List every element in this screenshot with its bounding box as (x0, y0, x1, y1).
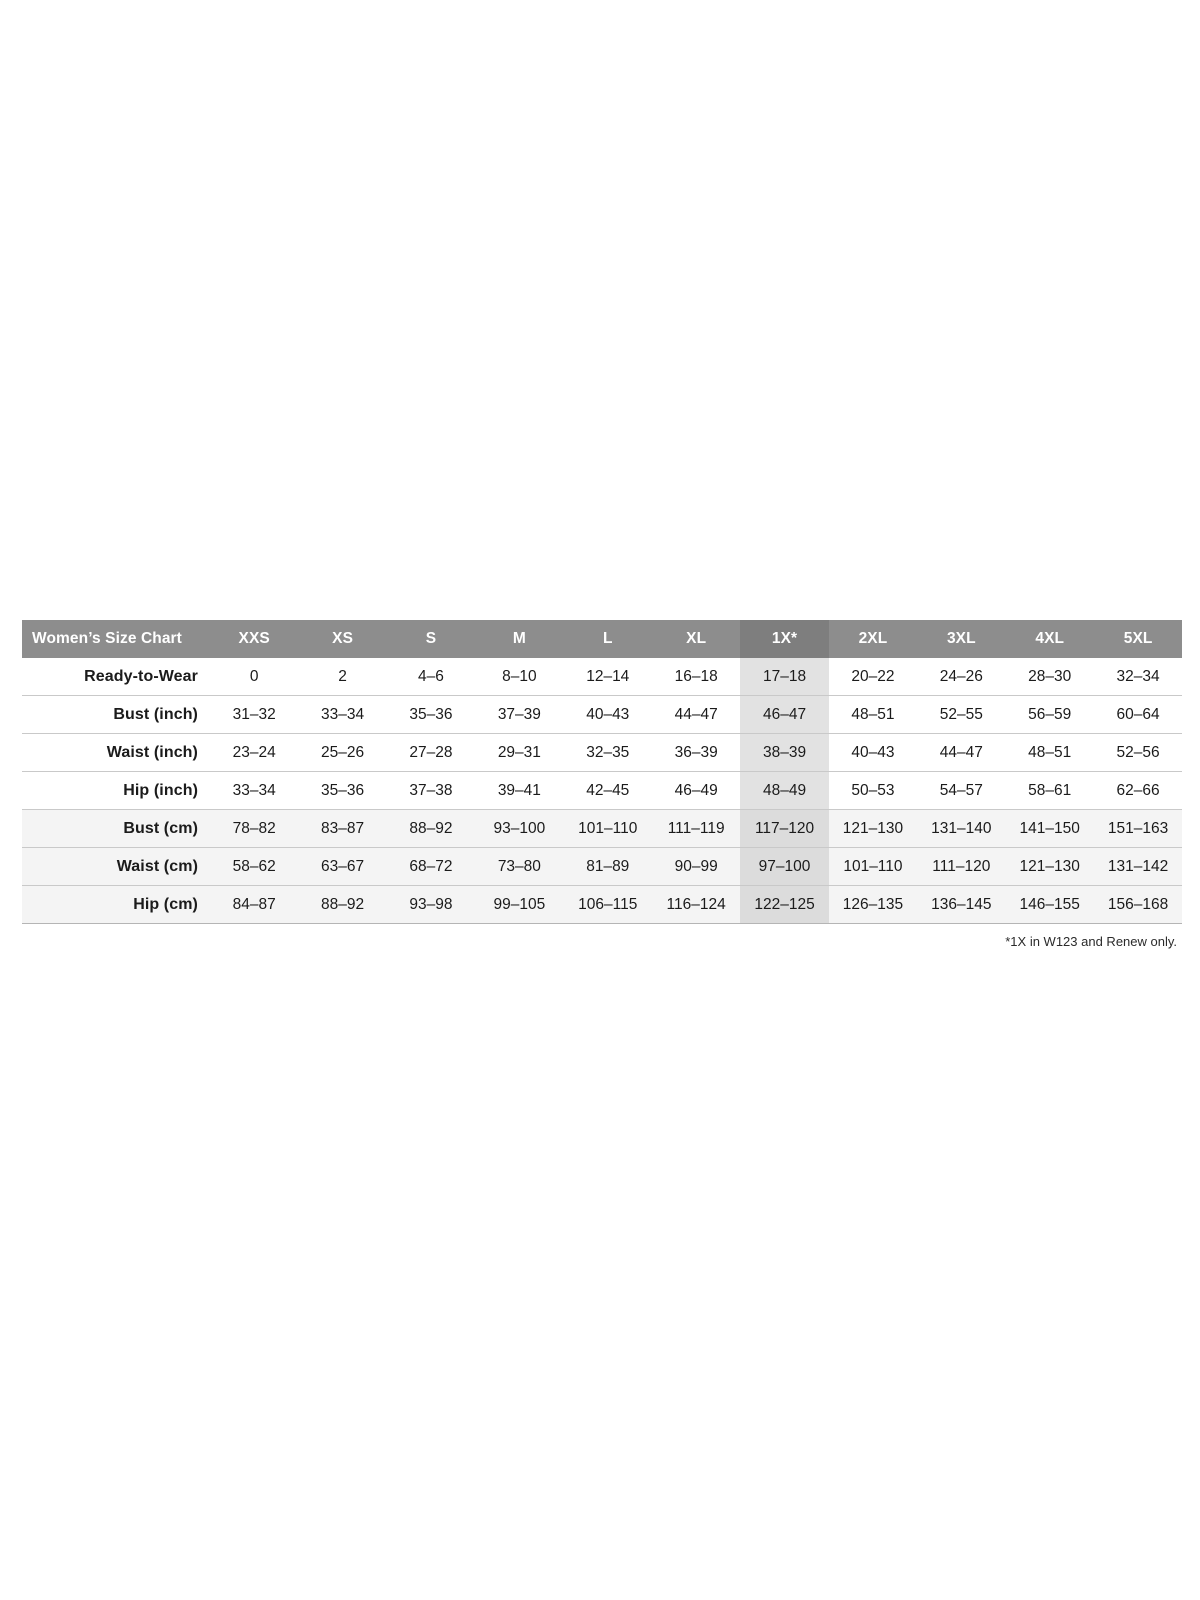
cell: 50–53 (829, 772, 917, 810)
cell: 88–92 (387, 810, 475, 848)
cell: 126–135 (829, 886, 917, 924)
cell: 46–49 (652, 772, 740, 810)
cell: 83–87 (298, 810, 386, 848)
cell: 52–55 (917, 696, 1005, 734)
row-label-waist-inch: Waist (inch) (22, 734, 210, 772)
column-header-5xl: 5XL (1094, 620, 1182, 658)
cell: 35–36 (387, 696, 475, 734)
row-label-hip-cm: Hip (cm) (22, 886, 210, 924)
cell: 116–124 (652, 886, 740, 924)
cell: 101–110 (564, 810, 652, 848)
row-label-ready-to-wear: Ready-to-Wear (22, 658, 210, 696)
cell: 52–56 (1094, 734, 1182, 772)
table-body (22, 658, 1182, 924)
cell: 111–119 (652, 810, 740, 848)
cell: 68–72 (387, 848, 475, 886)
cell: 12–14 (564, 658, 652, 696)
column-header-xl: XL (652, 620, 740, 658)
cell: 20–22 (829, 658, 917, 696)
cell: 58–61 (1006, 772, 1094, 810)
cell: 90–99 (652, 848, 740, 886)
cell: 24–26 (917, 658, 1005, 696)
cell: 33–34 (298, 696, 386, 734)
cell: 58–62 (210, 848, 298, 886)
cell: 42–45 (564, 772, 652, 810)
cell: 93–98 (387, 886, 475, 924)
cell: 62–66 (1094, 772, 1182, 810)
row-label-bust-inch: Bust (inch) (22, 696, 210, 734)
table-row (22, 848, 1182, 886)
column-header-3xl: 3XL (917, 620, 1005, 658)
cell: 48–49 (740, 772, 828, 810)
cell: 78–82 (210, 810, 298, 848)
cell: 131–140 (917, 810, 1005, 848)
cell: 111–120 (917, 848, 1005, 886)
column-header-s: S (387, 620, 475, 658)
cell: 36–39 (652, 734, 740, 772)
column-header-m: M (475, 620, 563, 658)
size-chart-container (22, 620, 1179, 949)
cell: 23–24 (210, 734, 298, 772)
cell: 33–34 (210, 772, 298, 810)
chart-title: Women’s Size Chart (22, 620, 210, 658)
cell: 16–18 (652, 658, 740, 696)
cell: 37–38 (387, 772, 475, 810)
cell: 4–6 (387, 658, 475, 696)
column-header-1x: 1X* (740, 620, 828, 658)
cell: 40–43 (564, 696, 652, 734)
cell: 88–92 (298, 886, 386, 924)
cell: 28–30 (1006, 658, 1094, 696)
cell: 46–47 (740, 696, 828, 734)
cell: 27–28 (387, 734, 475, 772)
cell: 48–51 (1006, 734, 1094, 772)
cell: 151–163 (1094, 810, 1182, 848)
cell: 141–150 (1006, 810, 1094, 848)
column-header-xs: XS (298, 620, 386, 658)
cell: 54–57 (917, 772, 1005, 810)
cell: 32–35 (564, 734, 652, 772)
cell: 101–110 (829, 848, 917, 886)
cell: 31–32 (210, 696, 298, 734)
chart-footnote: *1X in W123 and Renew only. (1005, 934, 1177, 949)
cell: 17–18 (740, 658, 828, 696)
row-label-bust-cm: Bust (cm) (22, 810, 210, 848)
cell: 60–64 (1094, 696, 1182, 734)
table-row (22, 696, 1182, 734)
cell: 156–168 (1094, 886, 1182, 924)
cell: 35–36 (298, 772, 386, 810)
cell: 8–10 (475, 658, 563, 696)
table-row (22, 886, 1182, 924)
cell: 106–115 (564, 886, 652, 924)
cell: 84–87 (210, 886, 298, 924)
cell: 93–100 (475, 810, 563, 848)
cell: 131–142 (1094, 848, 1182, 886)
table-row (22, 810, 1182, 848)
cell: 99–105 (475, 886, 563, 924)
cell: 63–67 (298, 848, 386, 886)
cell: 121–130 (1006, 848, 1094, 886)
cell: 37–39 (475, 696, 563, 734)
row-label-hip-inch: Hip (inch) (22, 772, 210, 810)
cell: 0 (210, 658, 298, 696)
cell: 73–80 (475, 848, 563, 886)
cell: 25–26 (298, 734, 386, 772)
cell: 44–47 (917, 734, 1005, 772)
row-label-waist-cm: Waist (cm) (22, 848, 210, 886)
cell: 56–59 (1006, 696, 1094, 734)
column-header-l: L (564, 620, 652, 658)
cell: 81–89 (564, 848, 652, 886)
cell: 146–155 (1006, 886, 1094, 924)
cell: 48–51 (829, 696, 917, 734)
cell: 38–39 (740, 734, 828, 772)
table-header (22, 620, 1182, 658)
cell: 136–145 (917, 886, 1005, 924)
table-row (22, 772, 1182, 810)
column-header-4xl: 4XL (1006, 620, 1094, 658)
header-row (22, 620, 1182, 658)
cell: 40–43 (829, 734, 917, 772)
table-row (22, 734, 1182, 772)
cell: 29–31 (475, 734, 563, 772)
cell: 32–34 (1094, 658, 1182, 696)
womens-size-chart-table (22, 620, 1182, 924)
table-row (22, 658, 1182, 696)
cell: 97–100 (740, 848, 828, 886)
column-header-2xl: 2XL (829, 620, 917, 658)
cell: 44–47 (652, 696, 740, 734)
cell: 2 (298, 658, 386, 696)
column-header-xxs: XXS (210, 620, 298, 658)
cell: 121–130 (829, 810, 917, 848)
cell: 117–120 (740, 810, 828, 848)
cell: 122–125 (740, 886, 828, 924)
cell: 39–41 (475, 772, 563, 810)
